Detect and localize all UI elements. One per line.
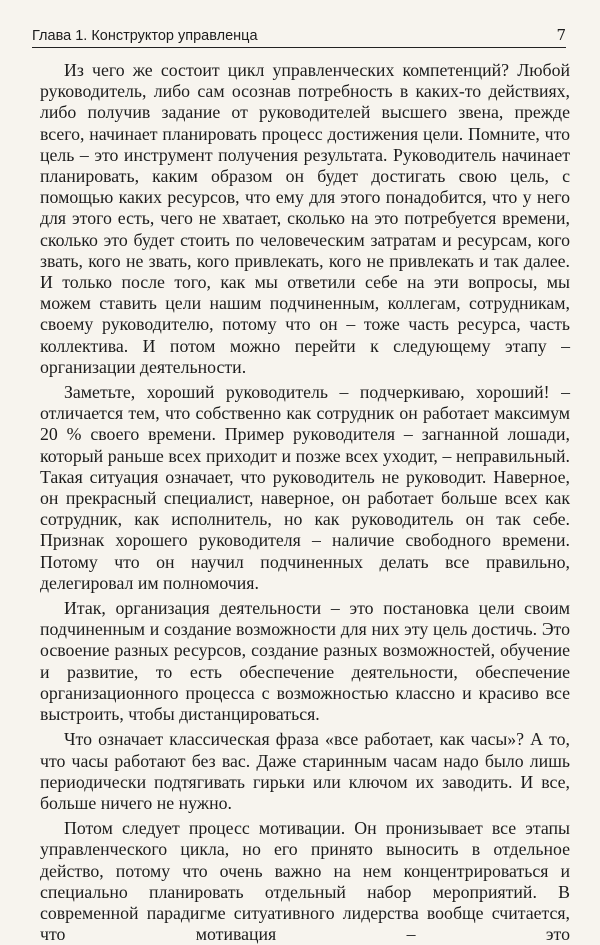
running-header — [32, 16, 566, 48]
chapter-title: Глава 1. Конструктор управленца — [32, 28, 258, 44]
page-body — [40, 60, 570, 945]
paragraph-3: Итак, организация деятельности – это постановка цели своим подчиненным и создание возможности для них эту цель достичь. Это освоение разных ресурсов, создание разных возможностей, обучение и развитие, то есть обеспечение деятельности, обеспечение организационного процесса с возможностью классно и красиво все выстроить, чтобы дистанцироваться. — [40, 598, 570, 725]
paragraph-1: Из чего же состоит цикл управленческих компетенций? Любой руководитель, либо сам осознав потребность в каких-то действиях, либо получив задание от руководителей высшего звена, прежде всего, начинает планировать процесс достижения цели. Помните, что цель – это инструмент получения результата. Руководитель начинает планировать, каким образом он будет достигать свою цель, с помощью каких ресурсов, что ему для этого понадобится, что у него для этого есть, чего не хватает, сколько на это потребуется времени, сколько это будет стоить по человеческим затратам и ресурсам, кого звать, кого не звать, кого привлекать, кого не привлекать и так далее. И только после того, как мы ответили себе на эти вопросы, мы можем ставить цели нашим подчиненным, коллегам, сотрудникам, своему руководителю, потому что он – тоже часть ресурса, часть коллектива. И потом можно перейти к следующему этапу – организации деятельности. — [40, 60, 570, 377]
paragraph-4: Что означает классическая фраза «все работает, как часы»? А то, что часы работают без вас. Даже старинным часам надо было лишь периодически подтягивать гирьки или ключом их заводить. И все, больше ничего не нужно. — [40, 729, 570, 813]
page-number: 7 — [556, 26, 566, 44]
paragraph-2: Заметьте, хороший руководитель – подчеркиваю, хороший! – отличается тем, что собственно как сотрудник он работает максимум 20 % своего времени. Пример руководителя – загнанной лошади, который раньше всех приходит и позже всех уходит, – неправильный. Такая ситуация означает, что руководитель не руководит. Наверное, он прекрасный специалист, наверное, он работает больше всех как сотрудник, как исполнитель, но как руководитель он так себе. Признак хорошего руководителя – наличие свободного времени. Потому что он научил подчиненных делать все правильно, делегировал им полномочия. — [40, 382, 570, 593]
paragraph-5: Потом следует процесс мотивации. Он пронизывает все этапы управленческого цикла, но его принято выносить в отдельное действо, потому что очень важно на нем концентрироваться и специально планировать отдельный набор мероприятий. В современной парадигме ситуативного лидерства вообще считается, что мотивация – это — [40, 818, 570, 945]
